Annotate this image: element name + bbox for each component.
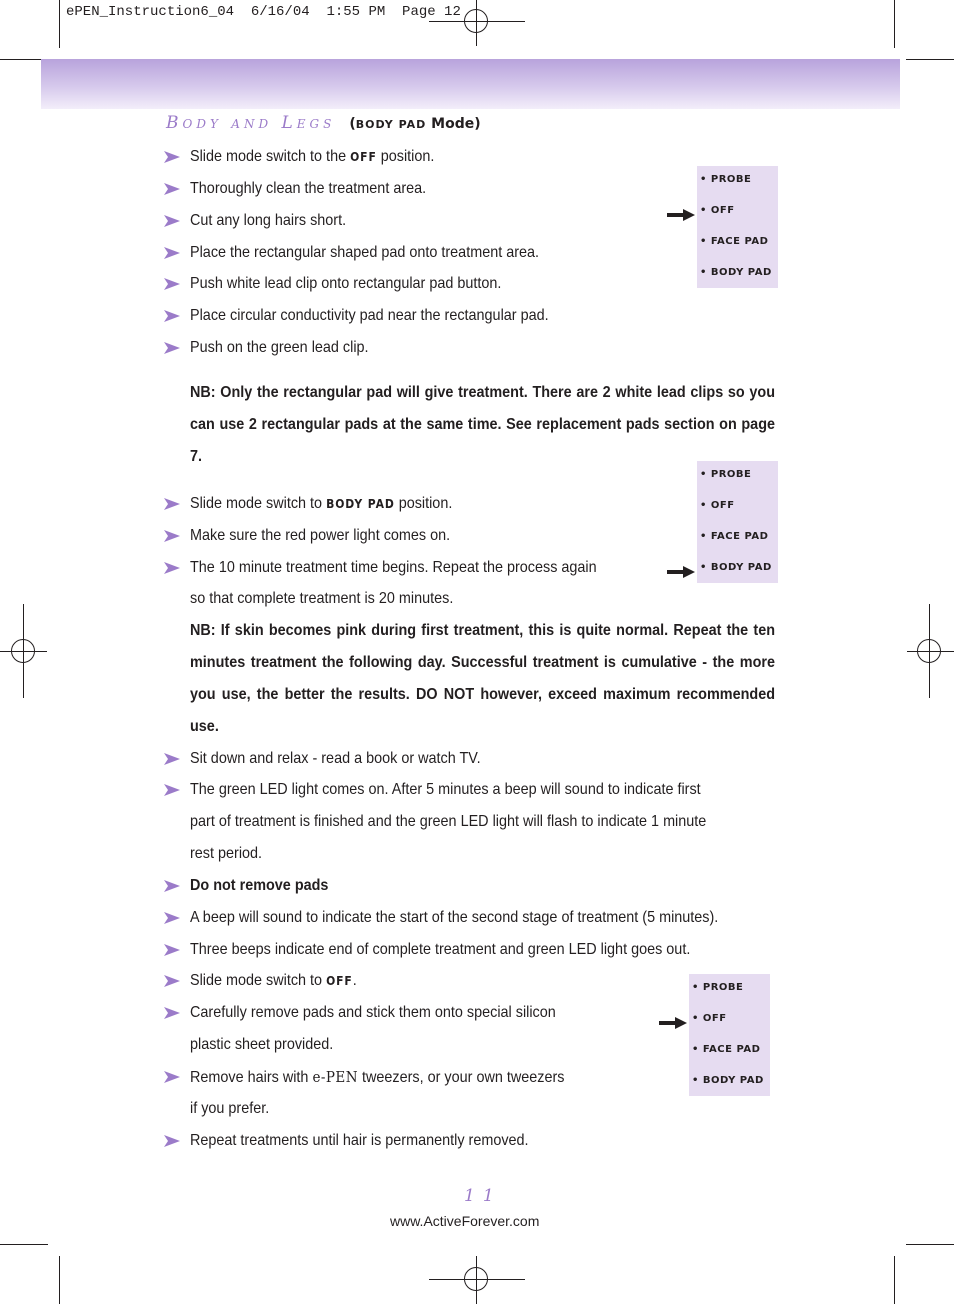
bullet-arrow-icon bbox=[163, 943, 181, 957]
crop-mark bbox=[59, 0, 60, 48]
bullet-arrow-icon bbox=[163, 561, 181, 575]
mode-option: • FACE PAD bbox=[700, 236, 769, 247]
bullet-arrow-icon bbox=[163, 341, 181, 355]
list-item: Push white lead clip onto rectangular pad button. bbox=[190, 275, 502, 292]
bullet-arrow-icon bbox=[163, 529, 181, 543]
crop-mark bbox=[906, 59, 954, 60]
list-item-continuation: if you prefer. bbox=[190, 1100, 270, 1117]
list-item: Place circular conductivity pad near the rectangular pad. bbox=[190, 307, 549, 324]
bullet-arrow-icon bbox=[163, 277, 181, 291]
mode-switch-diagram bbox=[689, 974, 770, 1096]
section-heading bbox=[166, 113, 481, 133]
mode-option: • OFF bbox=[700, 500, 735, 511]
list-item: Repeat treatments until hair is permanently removed. bbox=[190, 1132, 529, 1149]
crop-mark bbox=[59, 1256, 60, 1304]
list-item: The 10 minute treatment time begins. Repeat the process again bbox=[190, 559, 597, 576]
bullet-arrow-icon bbox=[163, 182, 181, 196]
selected-mode-pointer-icon bbox=[667, 208, 695, 220]
bullet-arrow-icon bbox=[163, 974, 181, 988]
list-item: Slide mode switch to the OFF position. bbox=[190, 148, 435, 165]
bullet-arrow-icon bbox=[163, 497, 181, 511]
mode-switch-diagram bbox=[697, 461, 778, 583]
bullet-arrow-icon bbox=[163, 214, 181, 228]
list-item: Sit down and relax - read a book or watch TV. bbox=[190, 750, 481, 767]
bullet-arrow-icon bbox=[163, 1006, 181, 1020]
mode-subtitle: (BODY PAD Mode) bbox=[349, 116, 481, 132]
bullet-arrow-icon bbox=[163, 911, 181, 925]
list-item: Make sure the red power light comes on. bbox=[190, 527, 451, 544]
mode-option: • BODY PAD bbox=[700, 562, 772, 573]
mode-option: • FACE PAD bbox=[692, 1044, 761, 1055]
bullet-arrow-icon bbox=[163, 246, 181, 260]
bullet-arrow-icon bbox=[163, 309, 181, 323]
page-number: 11 bbox=[464, 1186, 502, 1206]
mode-switch-diagram bbox=[697, 166, 778, 288]
crop-mark bbox=[894, 1256, 895, 1304]
bullet-arrow-icon bbox=[163, 752, 181, 766]
bullet-arrow-icon bbox=[163, 783, 181, 797]
list-item: A beep will sound to indicate the start of the second stage of treatment (5 minutes). bbox=[190, 909, 719, 926]
crop-mark bbox=[906, 1244, 954, 1245]
note-rectangular-pad: NB: Only the rectangular pad will give treatment. There are 2 white lead clips so you can use 2 rectangular pads at the same time. See replacement pads section on page 7. bbox=[190, 384, 775, 465]
section-title: Body and Legs bbox=[166, 113, 336, 133]
mode-option: • OFF bbox=[700, 205, 735, 216]
footer-url: www.ActiveForever.com bbox=[390, 1213, 540, 1229]
mode-option: • PROBE bbox=[700, 174, 752, 185]
mode-option: • PROBE bbox=[692, 982, 744, 993]
selected-mode-pointer-icon bbox=[667, 565, 695, 577]
list-item: Remove hairs with e-PEN tweezers, or your own tweezers bbox=[190, 1068, 565, 1086]
list-item-continuation: rest period. bbox=[190, 845, 263, 862]
printer-slug: ePEN_Instruction6_04 6/16/04 1:55 PM Page 12 bbox=[66, 4, 461, 20]
list-item: Three beeps indicate end of complete treatment and green LED light goes out. bbox=[190, 941, 691, 958]
list-item: Place the rectangular shaped pad onto treatment area. bbox=[190, 244, 540, 261]
list-item: Slide mode switch to BODY PAD position. bbox=[190, 495, 453, 512]
list-item: The green LED light comes on. After 5 minutes a beep will sound to indicate first bbox=[190, 781, 701, 798]
list-item-continuation: plastic sheet provided. bbox=[190, 1036, 334, 1053]
mode-option: • BODY PAD bbox=[692, 1075, 764, 1086]
mode-option: • PROBE bbox=[700, 469, 752, 480]
list-item: Slide mode switch to OFF. bbox=[190, 972, 357, 989]
crop-mark bbox=[894, 0, 895, 48]
list-item: Do not remove pads bbox=[190, 877, 329, 894]
selected-mode-pointer-icon bbox=[659, 1016, 687, 1028]
list-item-continuation: so that complete treatment is 20 minutes. bbox=[190, 590, 454, 607]
list-item: Thoroughly clean the treatment area. bbox=[190, 180, 427, 197]
bullet-arrow-icon bbox=[163, 879, 181, 893]
list-item-continuation: part of treatment is finished and the green LED light will flash to indicate 1 minute bbox=[190, 813, 707, 830]
bullet-arrow-icon bbox=[163, 1070, 181, 1084]
note-skin-pink: NB: If skin becomes pink during first treatment, this is quite normal. Repeat the ten minutes treatment the following day. Successful treatment is cumulative - the more you use, the better the results. DO NOT however, exceed maximum recommended use. bbox=[190, 622, 775, 735]
mode-option: • BODY PAD bbox=[700, 267, 772, 278]
mode-option: • OFF bbox=[692, 1013, 727, 1024]
crop-mark bbox=[0, 1244, 48, 1245]
bullet-arrow-icon bbox=[163, 150, 181, 164]
mode-option: • FACE PAD bbox=[700, 531, 769, 542]
list-item: Push on the green lead clip. bbox=[190, 339, 369, 356]
list-item: Cut any long hairs short. bbox=[190, 212, 347, 229]
header-band bbox=[41, 59, 900, 109]
list-item: Carefully remove pads and stick them onto special silicon bbox=[190, 1004, 556, 1021]
bullet-arrow-icon bbox=[163, 1134, 181, 1148]
